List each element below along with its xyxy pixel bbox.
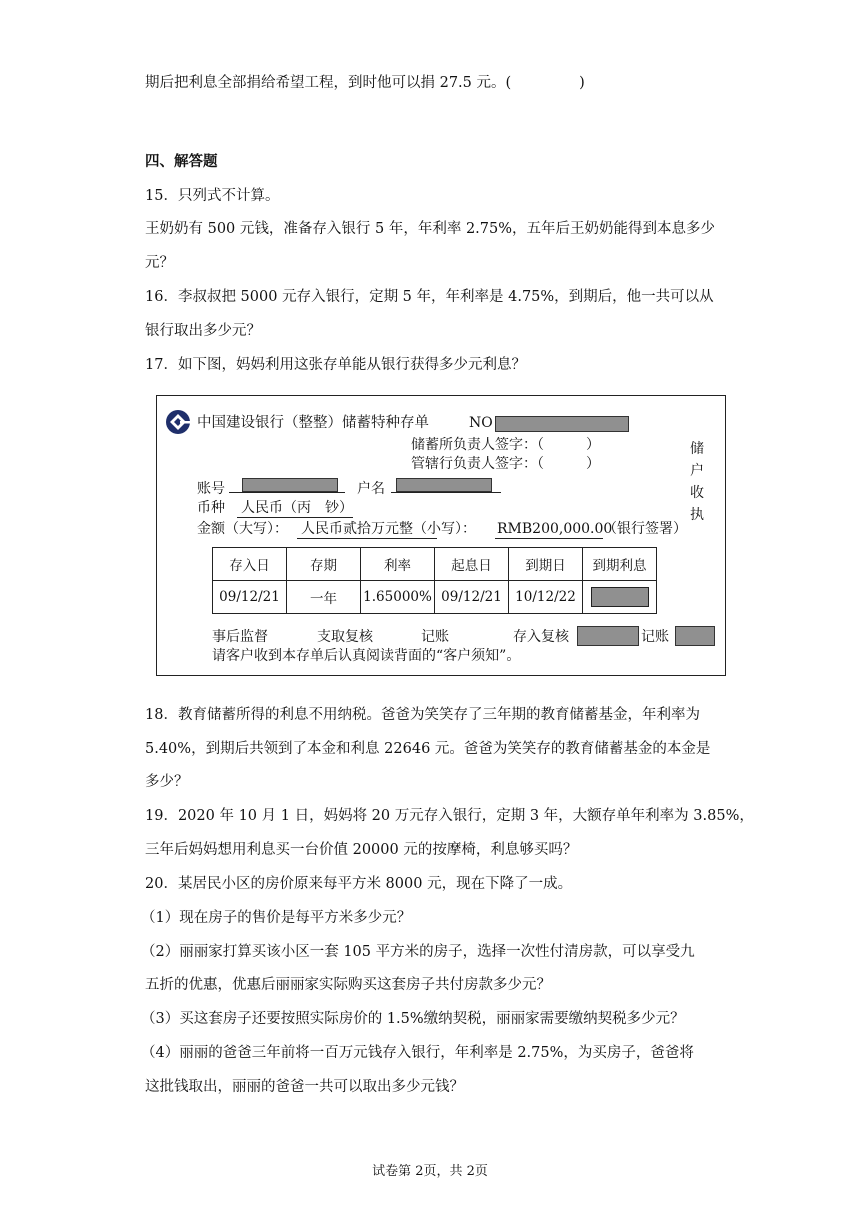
bank-logo-icon bbox=[165, 409, 191, 435]
table-header-row bbox=[213, 548, 657, 581]
amount-small-underline bbox=[495, 538, 603, 539]
redacted-interest bbox=[591, 587, 649, 607]
amount-small-label: （小写）： bbox=[413, 521, 476, 537]
question-16-text: 银行取出多少元？ bbox=[145, 323, 261, 339]
question-15-text: 王奶奶有 500 元钱，准备存入银行 5 年，年利率 2.75%，五年后王奶奶能得到本息多少 bbox=[145, 221, 716, 237]
redacted-name bbox=[396, 478, 492, 492]
amount-small: RMB200,000.00 bbox=[497, 521, 613, 537]
question-20-part-4: （4）丽丽的爸爸三年前将一百万元钱存入银行，年利率是 2.75%，为买房子，爸爸将 bbox=[141, 1045, 694, 1061]
section-heading: 四、解答题 bbox=[145, 154, 218, 170]
question-15-title: 15．只列式不计算。 bbox=[145, 188, 280, 204]
side-char: 储 bbox=[690, 441, 704, 457]
slip-title: 中国建设银行（整整）储蓄特种存单 bbox=[197, 415, 429, 431]
currency-label: 币种 bbox=[197, 500, 225, 516]
table-header: 存期 bbox=[287, 548, 361, 581]
signature-line-2: 管辖行负责人签字：（ ） bbox=[411, 456, 600, 472]
question-20-part-2: 五折的优惠，优惠后丽丽家实际购买这套房子共付房款多少元？ bbox=[145, 977, 551, 993]
bottom-item: 存入复核 bbox=[513, 629, 569, 645]
account-underline bbox=[229, 492, 345, 493]
bottom-item: 支取复核 bbox=[317, 629, 373, 645]
table-row bbox=[213, 581, 657, 614]
table-cell-interest bbox=[583, 581, 657, 614]
question-17-text: 17．如下图，妈妈利用这张存单能从银行获得多少元利息？ bbox=[145, 357, 526, 373]
table-cell: 1.65000% bbox=[361, 581, 435, 614]
account-label: 账号 bbox=[197, 481, 225, 497]
name-underline bbox=[391, 492, 501, 493]
question-text: 期后把利息全部捐给希望工程，到时他可以捐 27.5 元。( bbox=[145, 75, 512, 91]
page-footer: 试卷第 2页，共 2页 bbox=[372, 1164, 488, 1179]
question-20-part-1: （1）现在房子的售价是每平方米多少元？ bbox=[141, 910, 412, 926]
question-18-text: 多少？ bbox=[145, 774, 189, 790]
question-20-part-4: 这批钱取出，丽丽的爸爸一共可以取出多少元钱？ bbox=[145, 1079, 464, 1095]
question-18-text: 5.40%，到期后共领到了本金和利息 22646 元。爸爸为笑笑存的教育储蓄基金的本金是 bbox=[145, 741, 711, 757]
question-15-text: 元？ bbox=[145, 255, 174, 271]
bottom-item: 事后监督 bbox=[212, 629, 268, 645]
currency-value: 人民币（丙 钞） bbox=[241, 500, 353, 516]
side-char: 执 bbox=[690, 507, 704, 523]
table-cell: 09/12/21 bbox=[435, 581, 509, 614]
name-label: 户名 bbox=[357, 481, 385, 497]
redacted-number bbox=[495, 416, 629, 432]
question-20-part-3: （3）买这套房子还要按照实际房价的 1.5%缴纳契税，丽丽家需要缴纳契税多少元？ bbox=[141, 1011, 685, 1027]
question-14-continuation bbox=[145, 73, 585, 93]
question-16-text: 16．李叔叔把 5000 元存入银行，定期 5 年，年利率是 4.75%，到期后，他一共可以从 bbox=[145, 289, 714, 305]
bottom-item: 记账 bbox=[421, 629, 449, 645]
slip-side-text bbox=[688, 438, 706, 526]
redacted-review bbox=[577, 626, 639, 646]
question-19-text: 三年后妈妈想用利息买一台价值 20000 元的按摩椅，利息够买吗？ bbox=[145, 842, 578, 858]
slip-no-label: NO bbox=[469, 415, 493, 431]
amount-underline bbox=[297, 538, 437, 539]
amount-label: 金额（大写）： bbox=[197, 521, 288, 537]
table-cell: 09/12/21 bbox=[213, 581, 287, 614]
table-header: 起息日 bbox=[435, 548, 509, 581]
bank-sign: （银行签署） bbox=[603, 521, 687, 537]
redacted-record bbox=[675, 626, 715, 646]
question-19-text: 19．2020 年 10 月 1 日，妈妈将 20 万元存入银行，定期 3 年，大额存单年利率为 3.85%， bbox=[145, 808, 754, 824]
table-cell: 10/12/22 bbox=[509, 581, 583, 614]
side-char: 户 bbox=[690, 463, 704, 479]
table-header: 到期利息 bbox=[583, 548, 657, 581]
bottom-item: 记账 bbox=[641, 629, 669, 645]
table-header: 存入日 bbox=[213, 548, 287, 581]
amount-upper: 人民币贰拾万元整 bbox=[301, 521, 413, 537]
question-18-text: 18．教育储蓄所得的利息不用纳税。爸爸为笑笑存了三年期的教育储蓄基金，年利率为 bbox=[145, 707, 700, 723]
currency-underline bbox=[237, 517, 353, 518]
paren-close: ) bbox=[579, 75, 585, 91]
side-char: 收 bbox=[690, 485, 704, 501]
table-cell: 一年 bbox=[287, 581, 361, 614]
redacted-account bbox=[242, 478, 338, 492]
table-header: 到期日 bbox=[509, 548, 583, 581]
question-20-part-2: （2）丽丽家打算买该小区一套 105 平方米的房子，选择一次性付清房款，可以享受九 bbox=[141, 944, 695, 960]
customer-notice: 请客户收到本存单后认真阅读背面的“客户须知”。 bbox=[212, 648, 521, 664]
deposit-slip-figure bbox=[156, 395, 726, 676]
signature-line-1: 储蓄所负责人签字：（ ） bbox=[411, 437, 600, 453]
question-20-text: 20．某居民小区的房价原来每平方米 8000 元，现在下降了一成。 bbox=[145, 876, 573, 892]
deposit-table bbox=[212, 547, 657, 614]
table-header: 利率 bbox=[361, 548, 435, 581]
